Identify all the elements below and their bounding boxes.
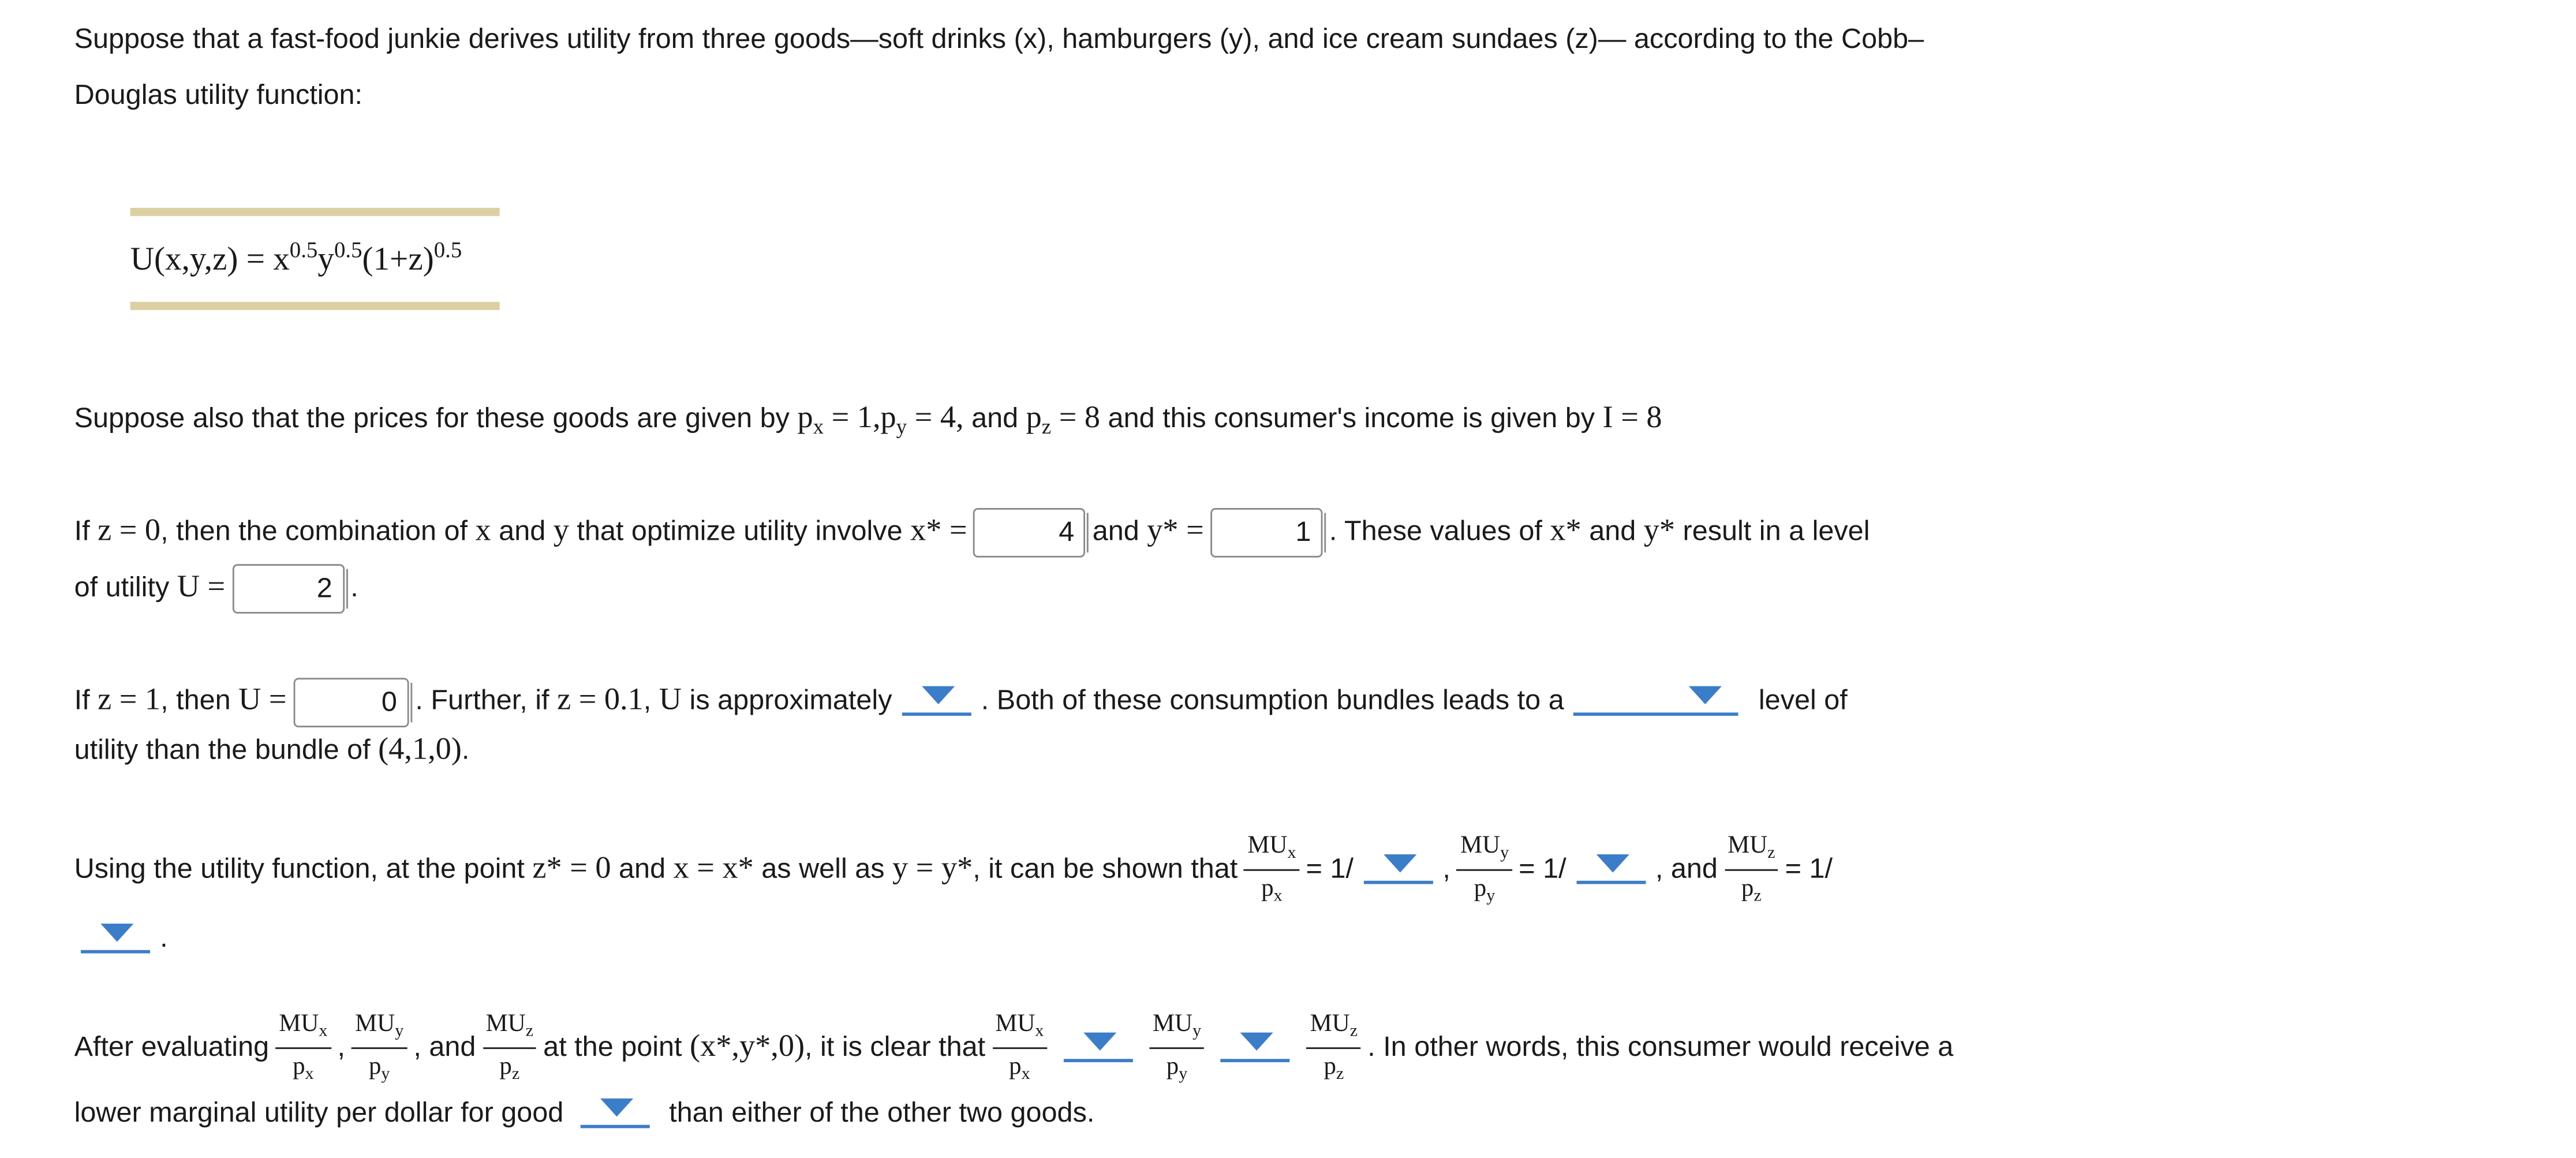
chevron-down-icon	[1241, 1033, 1274, 1051]
q3-line-1: Using the utility function, at the point z* = 0 and x = x* as well as y = y*, it can be shown that $\frac{MU_x}{p_x}$ = 1/ , $\frac{MU_y}{p_y}$ = 1/ , and $\frac{MU_z}{p_z}$ = 1/	[74, 832, 1833, 905]
q1-line-1: If z = 0, then the combination of x and y that optimize utility involve x* = 4 and y* = 1 . These values of x* and y* result in a level	[74, 508, 1870, 558]
compare-x-y-dropdown[interactable]	[1064, 1023, 1133, 1063]
chevron-down-icon	[1596, 854, 1629, 872]
chevron-down-icon	[100, 924, 133, 942]
muz-pz-dropdown[interactable]	[81, 914, 150, 954]
q4-line-1: After evaluating $\frac{MU_x}{p_x}$ , $\frac{MU_y}{p_y}$ , and $\frac{MU_z}{p_z}$ at the point (x*,y*,0), it is clear that $\frac{MU_x}{p_x}$ $\frac{MU_y}{p_y}$ $\frac{MU_z}{p_z}$ . In other words, this consumer would receive a	[74, 1011, 1954, 1084]
fraction-mux-px-3: $\frac{MU_x}{p_x}$	[992, 1013, 1047, 1084]
fraction-muy-py-2: $\frac{MU_y}{p_y}$	[352, 1013, 406, 1084]
price-x: $p_x = 1,p_y = 4$,	[797, 401, 964, 439]
income: I = 8	[1602, 401, 1662, 436]
fraction-muz-pz-3: $\frac{MU_z}{p_z}$	[1307, 1013, 1361, 1084]
prices-line: Suppose also that the prices for these goods are given by $p_x = 1,p_y = 4$, and $p_z = 8$ and this consumer's income is given by I = 8	[74, 401, 1662, 439]
muy-py-dropdown[interactable]	[1576, 845, 1646, 884]
intro-line-1: Suppose that a fast-food junkie derives utility from three goods—soft drinks (x), hamburgers (y), and ice cream sundaes (z)— according to the Cobb–	[74, 23, 1924, 55]
ystar-input[interactable]: 1	[1210, 508, 1322, 558]
chevron-down-icon	[1083, 1033, 1116, 1051]
utility-z1-input[interactable]: 0	[293, 677, 409, 727]
level-comparison-dropdown[interactable]	[1574, 676, 1739, 716]
chevron-down-icon	[922, 686, 955, 704]
intro-line-2: Douglas utility function:	[74, 79, 363, 111]
utility-input[interactable]: 2	[232, 564, 344, 614]
utility-function: $U(x,y,z) = x^{0.5}y^{0.5}(1+z)^{0.5}$	[130, 237, 462, 278]
q3-line-2: .	[74, 914, 168, 955]
xstar-input[interactable]: 4	[974, 508, 1086, 558]
utility-approx-dropdown[interactable]	[902, 676, 971, 716]
q2-line-1: If z = 1, then U = 0 . Further, if z = 0.1, U is approximately . Both of these consumption bundles leads to a level of	[74, 676, 1848, 726]
chevron-down-icon	[1383, 854, 1416, 872]
fraction-mux-px-2: $\frac{MU_x}{p_x}$	[276, 1013, 331, 1084]
q4-line-2: lower marginal utility per dollar for good than either of the other two goods.	[74, 1089, 1095, 1130]
q2-line-2: utility than the bundle of (4,1,0).	[74, 732, 470, 767]
fraction-muy-py: $\frac{MU_y}{p_y}$	[1457, 835, 1512, 906]
price-z: $p_z = 8$	[1026, 401, 1101, 439]
good-dropdown[interactable]	[580, 1089, 649, 1129]
fraction-muz-pz-2: $\frac{MU_z}{p_z}$	[483, 1013, 537, 1084]
q1-line-2: of utility U = 2 .	[74, 564, 358, 614]
compare-y-z-dropdown[interactable]	[1221, 1023, 1290, 1063]
chevron-down-icon	[600, 1099, 633, 1116]
chevron-down-icon	[1689, 686, 1722, 704]
fraction-muy-py-3: $\frac{MU_y}{p_y}$	[1149, 1013, 1204, 1084]
fraction-muz-pz: $\frac{MU_z}{p_z}$	[1724, 835, 1778, 906]
mux-px-dropdown[interactable]	[1363, 845, 1433, 884]
fraction-mux-px: $\frac{MU_x}{p_x}$	[1244, 835, 1299, 906]
